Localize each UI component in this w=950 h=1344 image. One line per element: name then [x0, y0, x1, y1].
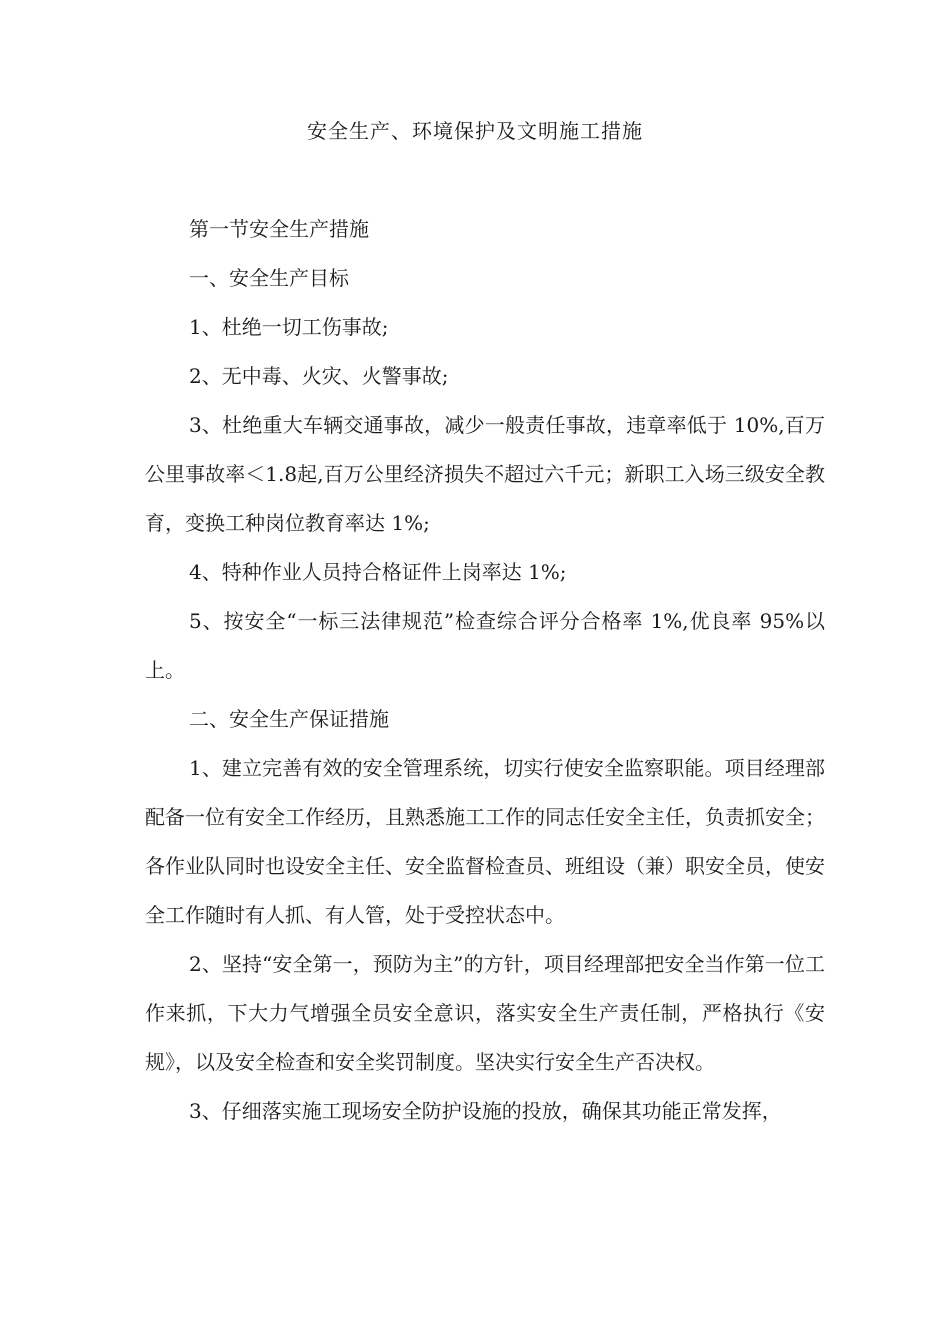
- paragraph: 3、仔细落实施工现场安全防护设施的投放，确保其功能正常发挥，: [189, 1099, 782, 1123]
- paragraph: 4、特种作业人员持合格证件上岗率达 1%;: [189, 560, 567, 584]
- paragraph: 2、坚持“安全第一，预防为主”的方针，项目经理部把安全当作第一位工作来抓，下大力气增强全员安全意识，落实安全生产责任制，严格执行《安规》，以及安全检查和安全奖罚制度。坚决实行安全生产否决权。: [145, 952, 825, 1074]
- subsection-heading: 二、安全生产保证措施: [189, 707, 389, 731]
- paragraph: 5、按安全“一标三法律规范”检查综合评分合格率 1%,优良率 95%以上。: [145, 609, 825, 682]
- paragraph: 1、杜绝一切工伤事故;: [189, 315, 389, 339]
- document-body: [145, 205, 825, 1136]
- paragraph: 3、杜绝重大车辆交通事故，减少一般责任事故，违章率低于 10%,百万公里事故率＜1.8起,百万公里经济损失不超过六千元；新职工入场三级安全教育，变换工种岗位教育率达 1%;: [145, 413, 825, 535]
- paragraph: 1、建立完善有效的安全管理系统，切实行使安全监察职能。项目经理部配备一位有安全工作经历，且熟悉施工工作的同志任安全主任，负责抓安全；各作业队同时也设安全主任、安全监督检查员、班组设（兼）职安全员，使安全工作随时有人抓、有人管，处于受控状态中。: [145, 756, 825, 927]
- paragraph: 2、无中毒、火灾、火警事故;: [189, 364, 449, 388]
- subsection-heading: 一、安全生产目标: [189, 266, 349, 290]
- section-heading: 第一节安全生产措施: [189, 217, 369, 241]
- document-title: 安全生产、环境保护及文明施工措施: [307, 119, 643, 143]
